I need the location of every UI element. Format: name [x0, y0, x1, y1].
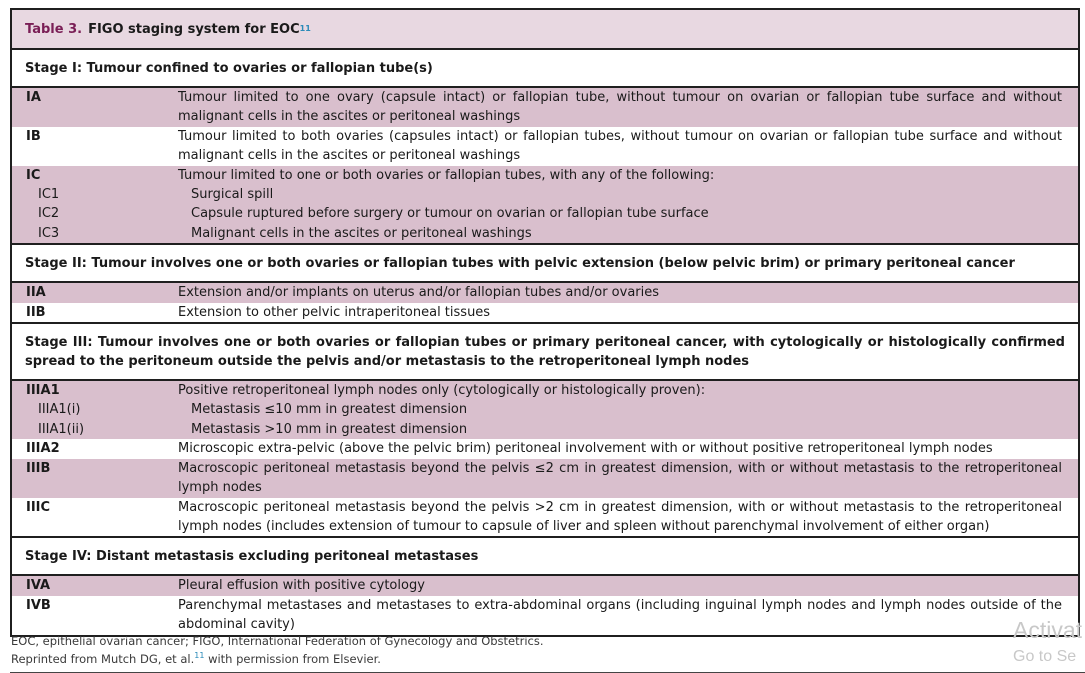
stages-container [12, 50, 1078, 635]
table-subrow [12, 204, 1078, 223]
table-row [12, 596, 1078, 635]
stage-rows [12, 576, 1078, 634]
table-row-line [12, 127, 1078, 166]
stage-code: IVA [26, 578, 51, 594]
table-row [12, 283, 1078, 302]
stage-description: Microscopic extra-pelvic (above the pelvic brim) peritoneal involvement with or without positive retroperitoneal lymph nodes [178, 441, 993, 457]
activation-watermark-title: Activat [1013, 617, 1083, 643]
table-row-line [12, 303, 1078, 322]
substage-description: Capsule ruptured before surgery or tumour on ovarian or fallopian tube surface [191, 206, 709, 222]
table-subrow [12, 224, 1078, 243]
stage-description: Tumour limited to one or both ovaries or fallopian tubes, with any of the following: [178, 167, 715, 183]
table-row [12, 459, 1078, 498]
stage-description: Macroscopic peritoneal metastasis beyond the pelvis ≤2 cm in greatest dimension, with or without metastasis to the retroperitoneal lymph nodes [178, 460, 1062, 496]
table-row [12, 439, 1078, 458]
stage-description: Parenchymal metastases and metastases to extra-abdominal organs (including inguinal lymph nodes and lymph nodes outside of the abdominal cavity) [178, 597, 1062, 633]
table-row [12, 498, 1078, 537]
reprint-reference-link[interactable]: 11 [194, 651, 205, 660]
stage-code: IVB [26, 597, 51, 613]
substage-code: IC1 [38, 187, 60, 203]
table-row-line [12, 498, 1078, 537]
table-subrow [12, 185, 1078, 204]
substage-code: IIIA1(ii) [38, 421, 85, 437]
table-title-row [12, 10, 1078, 50]
reprint-text-end: with permission from Elsevier. [204, 651, 381, 666]
stage-description: Macroscopic peritoneal metastasis beyond the pelvis >2 cm in greatest dimension, with or without metastasis to the retroperitoneal lymph nodes (includes extension of tumour to capsule of liver and spleen without parenchymal involvement of either organ) [178, 499, 1062, 534]
table-title: FIGO staging system for EOC [88, 21, 300, 37]
table-row-line [12, 576, 1078, 595]
stage-heading: Stage III: Tumour involves one or both ovaries or fallopian tubes or primary peritoneal cancer, with cytologically or histologically confirmed spread to the peritoneum outside the pelvis and/or metastasis to the retroperitoneal lymph nodes [12, 324, 1078, 381]
substage-description: Metastasis ≤10 mm in greatest dimension [191, 402, 468, 418]
stage-description: Tumour limited to one ovary (capsule intact) or fallopian tube, without tumour on ovarian or fallopian tube surface and without malignant cells in the ascites or peritoneal washings [178, 90, 1062, 125]
stage-heading: Stage IV: Distant metastasis excluding peritoneal metastases [12, 538, 1078, 576]
table-row-line [12, 596, 1078, 635]
stage-heading: Stage I: Tumour confined to ovaries or fallopian tube(s) [12, 50, 1078, 88]
activation-watermark-subtitle: Go to Se [1013, 648, 1077, 665]
table-row [12, 88, 1078, 127]
reprint-text: Reprinted from Mutch DG, et al. [11, 651, 195, 666]
stage-code: IIIA2 [26, 441, 60, 457]
substage-code: IC3 [38, 225, 60, 241]
substage-code: IC2 [38, 206, 60, 222]
stage-code: IIB [26, 304, 46, 320]
stage-description: Positive retroperitoneal lymph nodes only (cytologically or histologically proven): [178, 383, 706, 399]
stage-code: IIIA1 [26, 383, 60, 399]
stage-rows [12, 381, 1078, 538]
stage-code: IC [26, 167, 41, 183]
substage-description: Metastasis >10 mm in greatest dimension [191, 421, 468, 437]
table-row-line [12, 459, 1078, 498]
table-row [12, 127, 1078, 166]
footnote-abbreviations: EOC, epithelial ovarian cancer; FIGO, International Federation of Gynecology and Obstetrics. [11, 634, 544, 648]
table-row-line [12, 381, 1078, 400]
stage-description: Pleural effusion with positive cytology [178, 578, 425, 594]
stage-code: IIIB [26, 460, 51, 476]
stage-code: IIIC [26, 499, 51, 515]
figo-staging-table [10, 8, 1080, 637]
table-row [12, 166, 1078, 244]
stage-description: Extension to other pelvic intraperitoneal tissues [178, 304, 491, 320]
stage-description: Extension and/or implants on uterus and/or fallopian tubes and/or ovaries [178, 285, 660, 301]
stage-code: IA [26, 90, 41, 105]
table-row [12, 381, 1078, 439]
table-label: Table 3. [25, 21, 83, 37]
substage-code: IIIA1(i) [38, 402, 81, 418]
table-subrow [12, 400, 1078, 419]
title-reference-link[interactable]: 11 [299, 23, 311, 33]
footnote-reprint [11, 651, 381, 666]
stage-code: IB [26, 128, 41, 144]
substage-description: Malignant cells in the ascites or peritoneal washings [191, 225, 532, 241]
table-subrow [12, 420, 1078, 439]
stage-code: IIA [26, 285, 46, 301]
stage-rows [12, 283, 1078, 324]
table-row-line [12, 88, 1078, 127]
table-row [12, 576, 1078, 595]
stage-description: Tumour limited to both ovaries (capsules intact) or fallopian tubes, without tumour on ovarian or fallopian tube surface and without malignant cells in the ascites or peritoneal washings [178, 128, 1062, 164]
table-row [12, 303, 1078, 322]
table-row-line [12, 283, 1078, 302]
stage-rows [12, 88, 1078, 245]
stage-heading: Stage II: Tumour involves one or both ovaries or fallopian tubes with pelvic extension (below pelvic brim) or primary peritoneal cancer [12, 245, 1078, 283]
table-row-line [12, 439, 1078, 458]
substage-description: Surgical spill [191, 187, 274, 203]
table-row-line [12, 166, 1078, 185]
